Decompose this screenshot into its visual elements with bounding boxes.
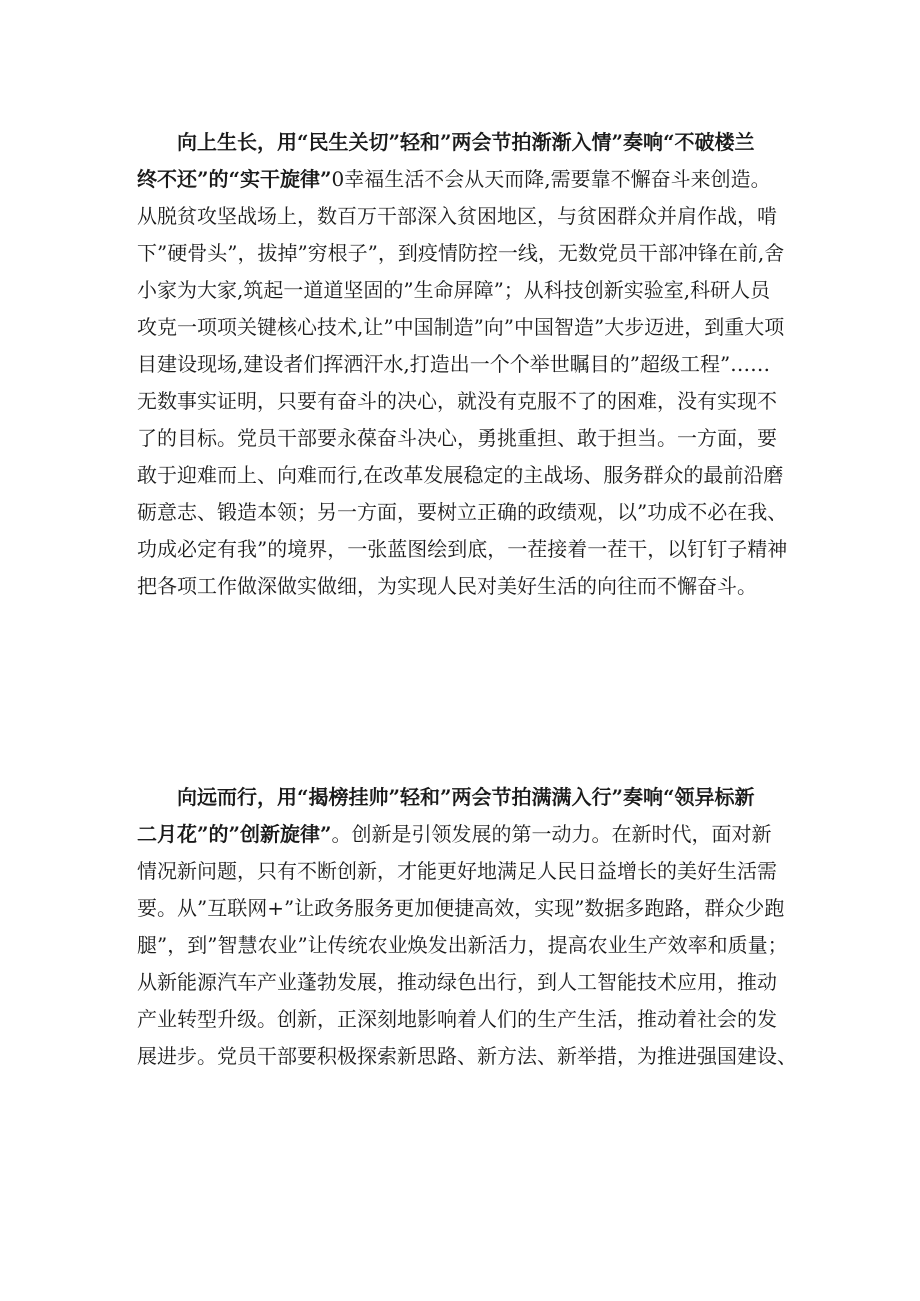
bold-lead-text: 二月花”的”创新旋律” [137,822,332,846]
paragraph-1 [137,124,797,605]
body-text: 无数事实证明，只要有奋斗的决心，就没有克服不了的困难，没有实现不 [137,389,777,413]
paragraph-2-line-7 [137,1001,797,1038]
paragraph-2-line-3 [137,853,797,890]
bold-lead-text: 向远而行，用“揭榜挂帅”轻和”两会节拍满满入行”奏响“领异标新 [177,785,755,809]
body-text: 腿”，到”智慧农业”让传统农业焕发出新活力，提高农业生产效率和质量； [137,933,788,957]
paragraph-1-line-3 [137,198,797,235]
paragraph-2-line-6 [137,964,797,1001]
paragraph-2-line-2 [137,816,797,853]
body-text: 情况新问题，只有不断创新，才能更好地满足人民日益增长的美好生活需 [137,859,777,883]
body-text: 敢于迎难而上、向难而行,在改革发展稳定的主战场、服务群众的最前沿磨 [137,463,784,487]
bold-lead-text: 终不还”的“实干旋律” [137,167,332,191]
paragraph-1-line-2 [137,161,797,198]
paragraph-2-line-5 [137,927,797,964]
body-text: 从脱贫攻坚战场上，数百万干部深入贫困地区，与贫困群众并肩作战，啃 [137,204,777,228]
paragraph-1-line-4 [137,235,797,272]
paragraph-2-line-4 [137,890,797,927]
paragraph-2-line-8 [137,1038,797,1075]
body-text: 把各项工作做深做实做细，为实现人民对美好生活的向往而不懈奋斗。 [137,574,757,598]
body-text: 展进步。党员干部要积极探索新思路、新方法、新举措，为推进强国建设、 [137,1044,797,1068]
paragraph-1-line-11 [137,494,797,531]
body-text: 从新能源汽车产业蓬勃发展，推动绿色出行，到人工智能技术应用，推动 [137,970,777,994]
paragraph-1-line-8 [137,383,797,420]
paragraph-2 [137,779,797,1075]
paragraph-1-line-5 [137,272,797,309]
paragraph-1-line-12 [137,531,797,568]
paragraph-1-line-6 [137,309,797,346]
body-text: 目建设现场,建设者们挥洒汗水,打造出一个个举世瞩目的”超级工程”…… [137,352,771,376]
body-text: 产业转型升级。创新，正深刻地影响着人们的生产生活，推动着社会的发 [137,1007,777,1031]
body-text: 功成必定有我”的境界，一张蓝图绘到底，一茬接着一茬干，以钉钉子精神 [137,537,788,561]
bold-lead-text: 向上生长，用“民生关切”轻和”两会节拍渐渐入情”奏响“不破楼兰 [177,130,755,154]
body-text: 攻克一项项关键核心技术,让”中国制造”向”中国智造”大步迈进，到重大项 [137,315,785,339]
body-text: 砺意志、锻造本领；另一方面，要树立正确的政绩观，以”功成不必在我、 [137,500,788,524]
paragraph-2-line-1 [137,779,797,816]
body-text: 要。从”互联网+”让政务服务更加便捷高效，实现”数据多跑路，群众少跑 [137,896,785,920]
paragraph-1-line-9 [137,420,797,457]
body-text: 0幸福生活不会从天而降,需要靠不懈奋斗来创造。 [331,167,771,191]
body-text: 下”硬骨头”，拔掉”穷根子”，到疫情防控一线，无数党员干部冲锋在前,舍 [137,241,785,265]
body-text: 。创新是引领发展的第一动力。在新时代，面对新 [331,822,772,846]
body-text: 小家为大家,筑起一道道坚固的”生命屏障”；从科技创新实验室,科研人员 [137,278,771,302]
paragraph-1-line-10 [137,457,797,494]
paragraph-1-line-7 [137,346,797,383]
paragraph-1-line-1 [137,124,797,161]
paragraph-1-line-13 [137,568,797,605]
body-text: 了的目标。党员干部要永葆奋斗决心，勇挑重担、敢于担当。一方面，要 [137,426,777,450]
